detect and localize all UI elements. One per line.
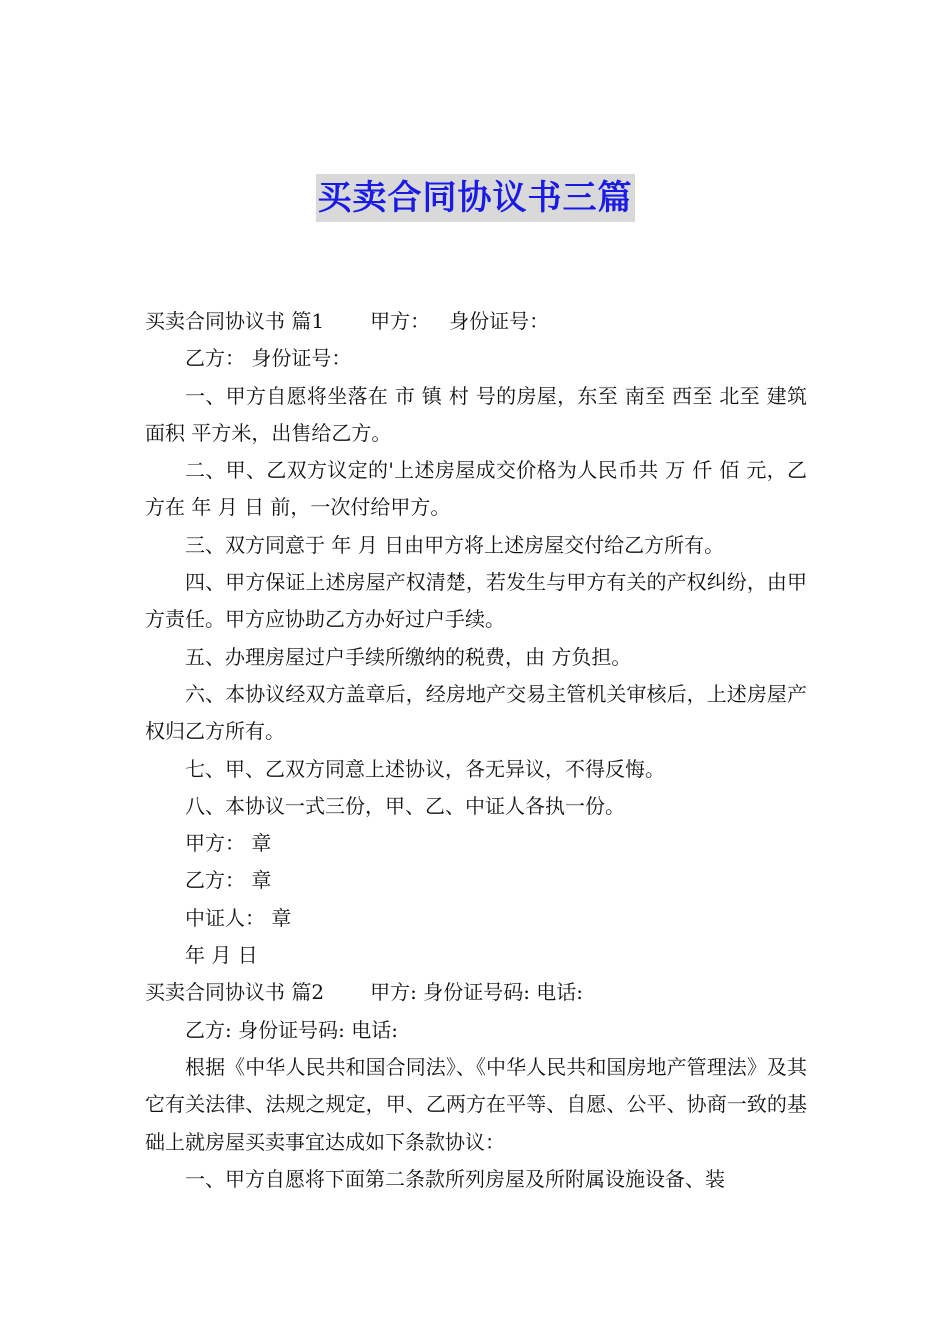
- section1-clause-4: 四、甲方保证上述房屋产权清楚，若发生与甲方有关的产权纠纷，由甲方责任。甲方应协助乙方办好过户手续。: [145, 570, 807, 632]
- section1-clause-3: 三、双方同意于 年 月 日由甲方将上述房屋交付给乙方所有。: [185, 532, 725, 557]
- document-body: [145, 303, 807, 1198]
- section1-party-a: 甲方： 身份证号：: [370, 309, 550, 333]
- section2-party-a: 甲方: 身份证号码: 电话:: [370, 980, 584, 1005]
- section1-clause-6: 六、本协议经双方盖章后，经房地产交易主管机关审核后，上述房屋产权归乙方所有。: [145, 681, 807, 744]
- section1-signature-witness: 中证人： 章: [185, 905, 292, 930]
- section1-party-b: 乙方： 身份证号：: [185, 346, 352, 371]
- document-title: 买卖合同协议书三篇: [316, 174, 635, 222]
- section2-heading-line: [145, 974, 807, 1011]
- section1-signature-date: 年 月 日: [185, 943, 258, 968]
- section1-clause-2: 二、甲、乙双方议定的'上述房屋成交价格为人民币共 万 仟 佰 元，乙方在 年 月 日 前，一次付给甲方。: [145, 458, 807, 520]
- section2-party-b: 乙方: 身份证号码: 电话:: [185, 1017, 398, 1042]
- section1-clause-8: 八、本协议一式三份，甲、乙、中证人各执一份。: [185, 793, 625, 818]
- section2-preamble: 根据《中华人民共和国合同法》、《中华人民共和国房地产管理法》及其它有关法律、法规之规定，甲、乙两方在平等、自愿、公平、协商一致的基础上就房屋买卖事宜达成如下条款协议：: [145, 1054, 807, 1154]
- title-container: [0, 174, 950, 222]
- section1-heading-line: [145, 303, 807, 340]
- section1-clause-5: 五、办理房屋过户手续所缴纳的税费，由 方负担。: [185, 644, 632, 669]
- section2-clause-1: 一、甲方自愿将下面第二条款所列房屋及所附属设施设备、装: [185, 1166, 725, 1191]
- section2-heading: 买卖合同协议书 篇2: [145, 980, 325, 1005]
- section1-clause-1: 一、甲方自愿将坐落在 市 镇 村 号的房屋，东至 南至 西至 北至 建筑面积 平方米，出售给乙方。: [145, 383, 807, 445]
- section1-signature-party-b: 乙方： 章: [185, 868, 272, 893]
- section1-clause-7: 七、甲、乙双方同意上述协议，各无异议，不得反悔。: [185, 756, 665, 781]
- section1-signature-party-a: 甲方： 章: [185, 831, 272, 856]
- section1-heading: 买卖合同协议书 篇1: [145, 309, 325, 333]
